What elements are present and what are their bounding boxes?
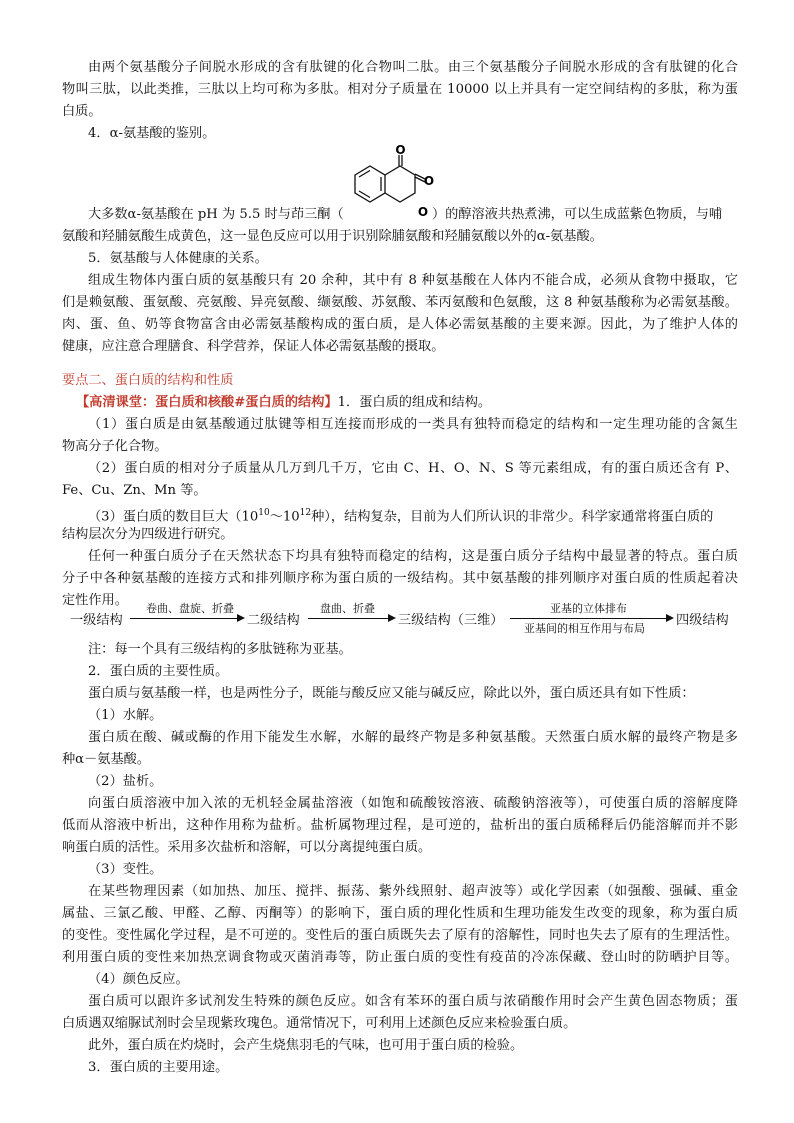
flow-arrow-2 <box>308 618 388 619</box>
flow-quaternary: 四级结构 <box>676 613 729 628</box>
heading-protein-uses: 3．蛋白质的主要用途。 <box>88 1060 229 1075</box>
paragraph-primary-line-2: 分子中各种氨基酸的连接方式和排列顺序称为蛋白质的一级结构。其中氨基酸的排列顺序对蛋白质的性质起着决 <box>62 571 738 586</box>
c3-text-b: ～10 <box>269 509 300 525</box>
oxygen-label-top: O <box>395 145 406 157</box>
paragraph-amphoteric: 蛋白质与氨基酸一样，也是两性分子，既能与酸反应又能与碱反应，除此以外，蛋白质还具有如下性质： <box>88 686 695 701</box>
subheading-denaturation: （3）变性。 <box>88 862 163 877</box>
paragraph-essential-line-2: 们是赖氨酸、蛋氨酸、亮氨酸、异亮氨酸、缬氨酸、苏氨酸、苯丙氨酸和色氨酸，这 8 种氨基酸称为必需氨基酸。 <box>62 295 738 310</box>
flow-arrow-label-3-top: 亚基的立体排布 <box>550 602 627 615</box>
paragraph-salting-line-3: 响蛋白质的活性。采用多次盐析和溶解，可以分离提纯蛋白质。 <box>62 840 432 855</box>
paragraph-ninhydrin-line-1a: 大多数α-氨基酸在 pH 为 5.5 时与茚三酮（ <box>88 207 344 222</box>
flow-arrowhead-1 <box>237 614 245 622</box>
class-tag-line <box>76 393 491 413</box>
paragraph-essential-line-4: 健康，应注意合理膳食、科学营养，保证人体必需氨基酸的摄取。 <box>62 339 445 354</box>
paragraph-denaturation-line-4: 利用蛋白质的变性来加热烹调食物或灭菌消毒等，防止蛋白质的变性有疫苗的冷冻保藏、登山时的防晒护目等。 <box>62 950 738 965</box>
paragraph-c2-line-2: Fe、Cu、Zn、Mn 等。 <box>62 483 207 498</box>
flow-arrowhead-2 <box>388 614 396 622</box>
paragraph-hydrolysis-line-2: 种α－氨基酸。 <box>62 752 151 767</box>
paragraph-primary-line-1: 任何一种蛋白质分子在天然状态下均具有独特而稳定的结构，这是蛋白质分子结构中最显著的特点。蛋白质 <box>88 549 738 564</box>
structure-level-flow <box>62 604 742 634</box>
subheading-hydrolysis: （1）水解。 <box>88 708 163 723</box>
paragraph-ninhydrin-line-2: 氨酸和羟脯氨酸生成黄色，这一显色反应可以用于识别除脯氨酸和羟脯氨酸以外的α-氨基酸。 <box>62 229 603 244</box>
flow-arrow-label-3-bottom: 亚基间的相互作用与布局 <box>524 622 645 635</box>
ninhydrin-structure-diagram <box>345 145 445 225</box>
section-title-protein-structure: 要点二、蛋白质的结构和性质 <box>62 373 234 388</box>
heading-amino-acid-health: 5．氨基酸与人体健康的关系。 <box>88 251 268 266</box>
c3-sup-2: 12 <box>299 508 312 518</box>
paragraph-c3-line-1 <box>88 503 738 527</box>
heading-amino-acid-identification: 4．α-氨基酸的鉴别。 <box>88 126 216 141</box>
c3-text-c: 种），结构复杂，目前为人们所认识的非常少。科学家通常将蛋白质的 <box>311 509 714 525</box>
paragraph-primary-line-3: 定性作用。 <box>62 593 128 608</box>
c3-sup-1: 10 <box>258 508 270 518</box>
flow-primary: 一级结构 <box>70 613 123 628</box>
flow-arrow-1 <box>130 618 237 619</box>
paragraph-dipeptide-line-1: 由两个氨基酸分子间脱水形成的含有肽键的化合物叫二肽。由三个氨基酸分子间脱水形成的含有肽键的化合 <box>88 60 738 75</box>
paragraph-ninhydrin-line-1b: ）的醇溶液共热煮沸，可以生成蓝紫色物质，与哺 <box>432 207 723 222</box>
paragraph-denaturation-line-2: 属盐、三氯乙酸、甲醛、乙醇、丙酮等）的影响下，蛋白质的理化性质和生理功能发生改变的现象，称为蛋白质 <box>62 906 738 921</box>
flow-secondary: 二级结构 <box>247 613 300 628</box>
oxygen-label-right: O <box>423 174 435 188</box>
class-tag-label: 【高清课堂：蛋白质和核酸#蛋白质的结构】 <box>76 395 338 410</box>
paragraph-dipeptide-line-2: 物叫三肽，以此类推，三肽以上均可称为多肽。相对分子质量在 10000 以上并具有一定空间结构的多肽，称为蛋 <box>62 82 738 97</box>
paragraph-color-line-1: 蛋白质可以跟许多试剂发生特殊的颜色反应。如含有苯环的蛋白质与浓硝酸作用时会产生黄色固态物质；蛋 <box>88 994 738 1009</box>
paragraph-dipeptide-line-3: 白质。 <box>62 104 102 119</box>
c3-text-a: （3）蛋白质的数目巨大（10 <box>88 509 259 525</box>
paragraph-salting-line-2: 低而从溶液中析出，这种作用称为盐析。盐析属物理过程，是可逆的，盐析出的蛋白质稀释后仍能溶解而并不影 <box>62 818 738 833</box>
paragraph-c2-line-1: （2）蛋白质的相对分子质量从几万到几千万，它由 C、H、O、N、S 等元素组成，有的蛋白质还含有 P、 <box>88 461 738 476</box>
paragraph-c3-line-2: 结构层次分为四级进行研究。 <box>62 527 234 542</box>
paragraph-denaturation-line-3: 的变性。变性属化学过程，是不可逆的。变性后的蛋白质既失去了原有的溶解性，同时也失去了原有的生理活性。 <box>62 928 738 943</box>
class-tag-text: 1．蛋白质的组成和结构。 <box>337 395 492 410</box>
paragraph-burning-test: 此外，蛋白质在灼烧时，会产生烧焦羽毛的气味，也可用于蛋白质的检验。 <box>88 1038 524 1053</box>
dione-ring <box>385 166 415 202</box>
note-subunit: 注：每一个具有三级结构的多肽链称为亚基。 <box>88 642 352 657</box>
heading-protein-properties: 2．蛋白质的主要性质。 <box>88 664 229 679</box>
oxygen-label-bottom: O <box>417 205 429 219</box>
paragraph-salting-line-1: 向蛋白质溶液中加入浓的无机轻金属盐溶液（如饱和硫酸铵溶液、硫酸钠溶液等），可使蛋白质的溶解度降 <box>88 796 738 811</box>
subheading-salting-out: （2）盐析。 <box>88 774 163 789</box>
paragraph-essential-line-3: 肉、蛋、鱼、奶等食物富含由必需氨基酸构成的蛋白质，是人体必需氨基酸的主要来源。因此，为了维护人体的 <box>62 317 738 332</box>
flow-tertiary: 三级结构（三维） <box>398 613 504 628</box>
paragraph-c1-line-2: 物高分子化合物。 <box>62 439 168 454</box>
flow-arrowhead-3 <box>666 614 674 622</box>
paragraph-essential-line-1: 组成生物体内蛋白质的氨基酸只有 20 余种，其中有 8 种氨基酸在人体内不能合成，必须从食物中摄取，它 <box>88 273 738 288</box>
paragraph-denaturation-line-1: 在某些物理因素（如加热、加压、搅拌、振荡、紫外线照射、超声波等）或化学因素（如强酸、强碱、重金 <box>88 884 738 899</box>
paragraph-hydrolysis-line-1: 蛋白质在酸、碱或酶的作用下能发生水解，水解的最终产物是多种氨基酸。天然蛋白质水解的最终产物是多 <box>88 730 738 745</box>
paragraph-c1-line-1: （1）蛋白质是由氨基酸通过肽键等相互连接而形成的一类具有独特而稳定的结构和一定生理功能的含氮生 <box>88 417 738 432</box>
subheading-color-reaction: （4）颜色反应。 <box>88 972 189 987</box>
flow-arrow-label-2: 盘曲、折叠 <box>320 602 375 615</box>
paragraph-color-line-2: 白质遇双缩脲试剂时会呈现紫玫瑰色。通常情况下，可利用上述颜色反应来检验蛋白质。 <box>62 1016 577 1031</box>
flow-arrow-label-1: 卷曲、盘旋、折叠 <box>146 602 234 615</box>
flow-arrow-3 <box>510 618 666 619</box>
